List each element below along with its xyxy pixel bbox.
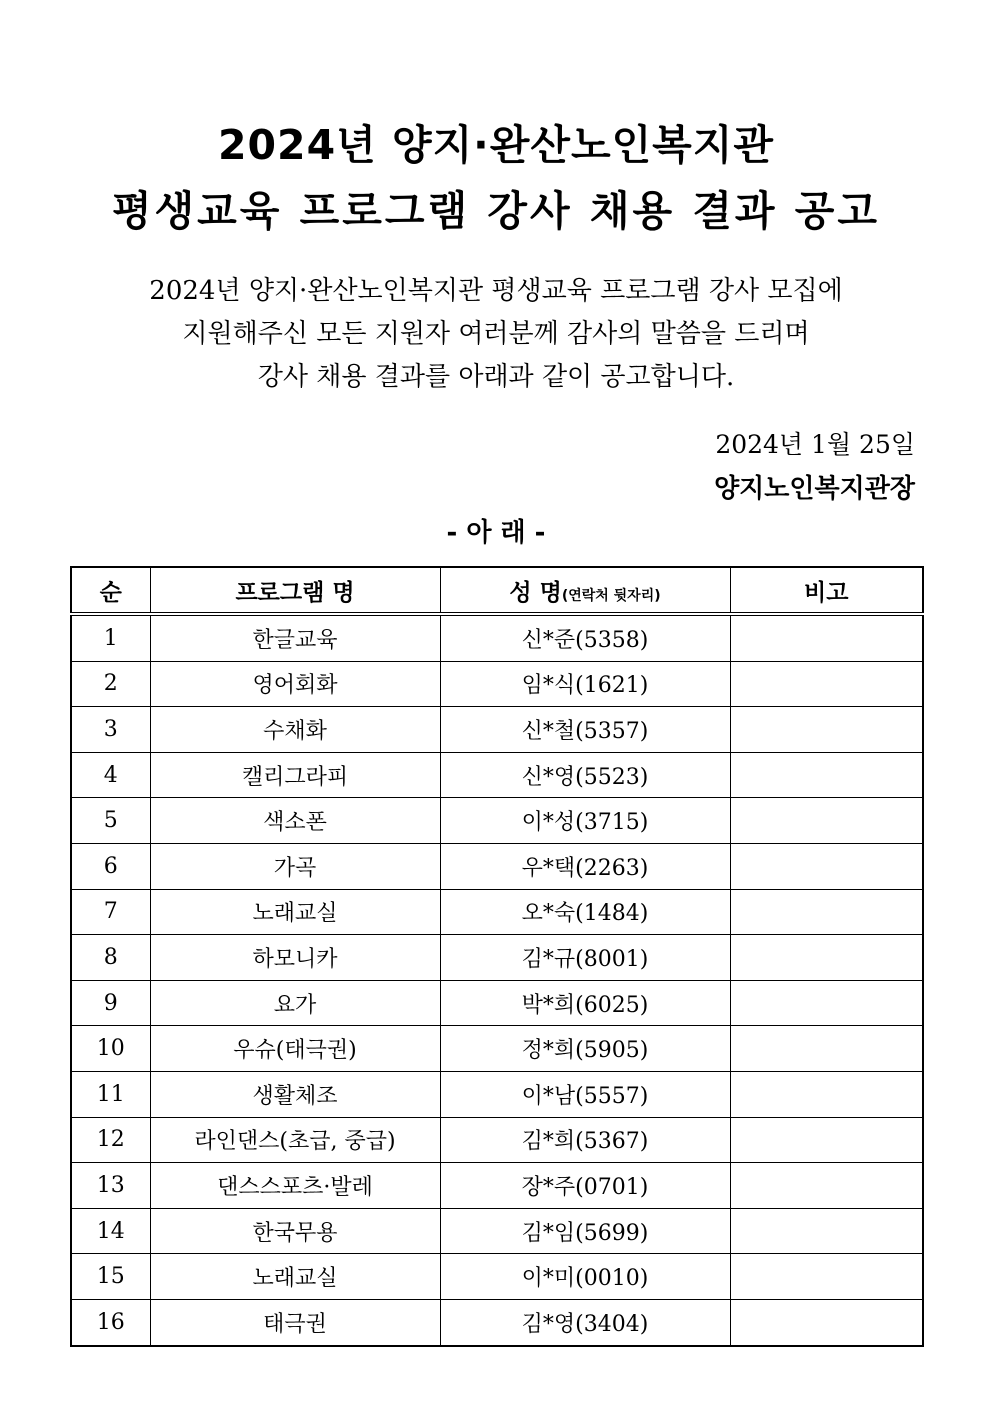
cell-program: 수채화 xyxy=(150,707,440,753)
cell-no: 12 xyxy=(71,1117,150,1163)
table-row xyxy=(71,980,923,1026)
cell-no: 4 xyxy=(71,752,150,798)
cell-no: 2 xyxy=(71,661,150,707)
cell-program: 영어회화 xyxy=(150,661,440,707)
cell-name: 이*남(5557) xyxy=(440,1071,730,1117)
cell-remarks xyxy=(730,935,923,981)
cell-remarks xyxy=(730,1254,923,1300)
header-remarks: 비고 xyxy=(730,567,923,614)
cell-remarks xyxy=(730,798,923,844)
cell-name: 정*희(5905) xyxy=(440,1026,730,1072)
cell-name: 임*식(1621) xyxy=(440,661,730,707)
cell-remarks xyxy=(730,614,923,661)
cell-name: 장*주(0701) xyxy=(440,1163,730,1209)
cell-remarks xyxy=(730,980,923,1026)
cell-program: 가곡 xyxy=(150,843,440,889)
cell-name: 이*미(0010) xyxy=(440,1254,730,1300)
cell-remarks xyxy=(730,1026,923,1072)
cell-program: 라인댄스(초급, 중급) xyxy=(150,1117,440,1163)
header-no: 순 xyxy=(71,567,150,614)
cell-no: 13 xyxy=(71,1163,150,1209)
cell-program: 노래교실 xyxy=(150,1254,440,1300)
cell-program: 한글교육 xyxy=(150,614,440,661)
cell-name: 오*숙(1484) xyxy=(440,889,730,935)
table-row xyxy=(71,889,923,935)
cell-name: 신*철(5357) xyxy=(440,707,730,753)
cell-remarks xyxy=(730,1071,923,1117)
issuer-name: 양지노인복지관장 xyxy=(714,474,915,504)
cell-no: 16 xyxy=(71,1299,150,1345)
table-row xyxy=(71,935,923,981)
header-name-label: 성 명 xyxy=(509,579,562,606)
cell-no: 8 xyxy=(71,935,150,981)
table-header-row xyxy=(71,567,923,614)
cell-remarks xyxy=(730,843,923,889)
intro-line1: 2024년 양지·완산노인복지관 평생교육 프로그램 강사 모집에 xyxy=(149,276,843,306)
cell-no: 7 xyxy=(71,889,150,935)
table-row xyxy=(71,798,923,844)
cell-no: 14 xyxy=(71,1208,150,1254)
cell-name: 우*택(2263) xyxy=(440,843,730,889)
cell-program: 우슈(태극권) xyxy=(150,1026,440,1072)
cell-name: 박*희(6025) xyxy=(440,980,730,1026)
cell-remarks xyxy=(730,1117,923,1163)
cell-remarks xyxy=(730,752,923,798)
cell-no: 1 xyxy=(71,614,150,661)
cell-program: 태극권 xyxy=(150,1299,440,1345)
cell-remarks xyxy=(730,707,923,753)
cell-program: 한국무용 xyxy=(150,1208,440,1254)
announcement-date: 2024년 1월 25일 xyxy=(715,430,915,459)
document-title-line2: 평생교육 프로그램 강사 채용 결과 공고 xyxy=(111,187,881,235)
cell-no: 6 xyxy=(71,843,150,889)
intro-line2: 지원해주신 모든 지원자 여러분께 감사의 말씀을 드리며 xyxy=(182,319,810,349)
cell-program: 댄스스포츠·발레 xyxy=(150,1163,440,1209)
cell-name: 신*준(5358) xyxy=(440,614,730,661)
cell-remarks xyxy=(730,661,923,707)
cell-program: 하모니카 xyxy=(150,935,440,981)
table-row xyxy=(71,752,923,798)
below-label: - 아 래 - xyxy=(446,518,546,548)
table-row xyxy=(71,1208,923,1254)
table-row xyxy=(71,843,923,889)
intro-line3: 강사 채용 결과를 아래과 같이 공고합니다. xyxy=(257,362,735,392)
cell-remarks xyxy=(730,889,923,935)
cell-remarks xyxy=(730,1299,923,1345)
cell-no: 10 xyxy=(71,1026,150,1072)
cell-program: 캘리그라피 xyxy=(150,752,440,798)
cell-name: 김*규(8001) xyxy=(440,935,730,981)
cell-program: 요가 xyxy=(150,980,440,1026)
cell-name: 김*영(3404) xyxy=(440,1299,730,1345)
table-row xyxy=(71,661,923,707)
cell-name: 김*임(5699) xyxy=(440,1208,730,1254)
cell-program: 생활체조 xyxy=(150,1071,440,1117)
header-name-note: (연락처 뒷자리) xyxy=(561,587,661,604)
cell-name: 신*영(5523) xyxy=(440,752,730,798)
table-row xyxy=(71,614,923,661)
cell-remarks xyxy=(730,1163,923,1209)
cell-name: 이*성(3715) xyxy=(440,798,730,844)
cell-no: 15 xyxy=(71,1254,150,1300)
cell-name: 김*희(5367) xyxy=(440,1117,730,1163)
header-name xyxy=(440,567,730,614)
cell-program: 색소폰 xyxy=(150,798,440,844)
table-row xyxy=(71,1299,923,1345)
table-row xyxy=(71,1071,923,1117)
cell-no: 5 xyxy=(71,798,150,844)
table-row xyxy=(71,1254,923,1300)
cell-no: 11 xyxy=(71,1071,150,1117)
cell-no: 9 xyxy=(71,980,150,1026)
header-program: 프로그램 명 xyxy=(150,567,440,614)
cell-remarks xyxy=(730,1208,923,1254)
table-row xyxy=(71,707,923,753)
cell-no: 3 xyxy=(71,707,150,753)
table-row xyxy=(71,1163,923,1209)
table-row xyxy=(71,1026,923,1072)
table-row xyxy=(71,1117,923,1163)
results-table xyxy=(70,566,924,1347)
cell-program: 노래교실 xyxy=(150,889,440,935)
document-title-line1: 2024년 양지·완산노인복지관 xyxy=(217,121,775,169)
